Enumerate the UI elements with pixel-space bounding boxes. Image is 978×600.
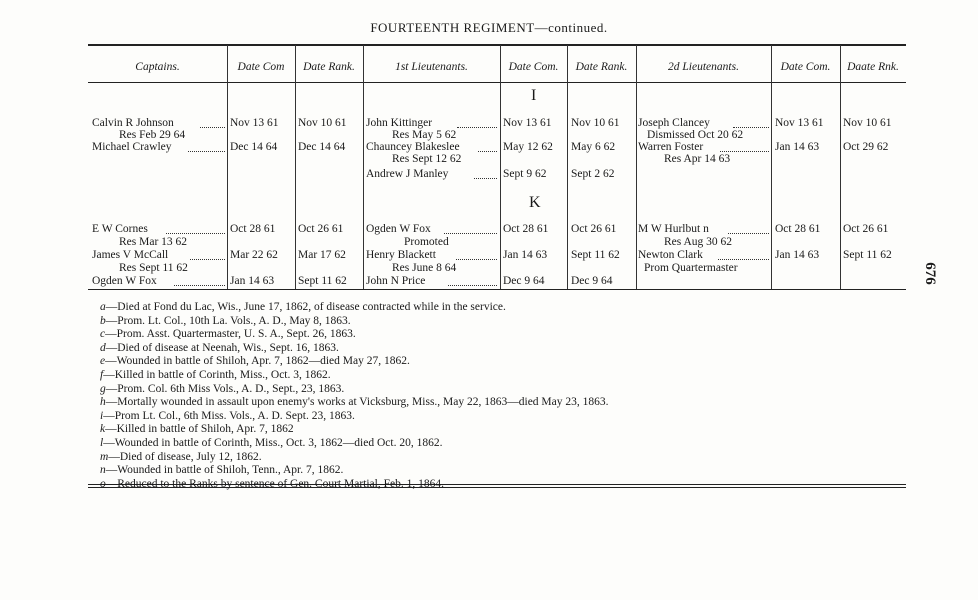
- footnote: [100, 315, 609, 329]
- captain-note: Res Feb 29 64: [119, 129, 186, 141]
- first-lt-date-com: May 12 62: [503, 141, 553, 153]
- second-lt-date-rank: Oct 29 62: [843, 141, 889, 153]
- table-bottom-rule: [88, 289, 906, 290]
- footnote-key: l: [100, 436, 104, 449]
- footnote-text: —Prom Lt. Col., 6th Miss. Vols., A. D. Sept. 23, 1863.: [103, 409, 355, 422]
- leader-dots: [456, 259, 497, 260]
- footnote-text: —Wounded in battle of Shiloh, Tenn., Apr. 7, 1862.: [105, 464, 344, 477]
- footnote-key: i: [100, 409, 104, 422]
- divider-5: [567, 45, 568, 289]
- first-lt-date-com: Sept 9 62: [503, 168, 547, 180]
- second-lt-note: Res Aug 30 62: [664, 236, 733, 248]
- captain-name: James V McCall: [92, 249, 169, 261]
- first-lt-name: John Kittinger: [366, 117, 433, 129]
- footnote-key: c: [100, 328, 106, 341]
- footnote-text: —Died of disease, July 12, 1862.: [108, 450, 262, 463]
- captain-name: Michael Crawley: [92, 141, 172, 153]
- first-lt-name: Henry Blackett: [366, 249, 436, 261]
- footnote-text: —Prom. Lt. Col., 10th La. Vols., A. D., May 8, 1863.: [105, 314, 351, 327]
- footnote: [100, 369, 609, 383]
- company-letter-k: K: [529, 194, 541, 211]
- footnote-text: —Killed in battle of Shiloh, Apr. 7, 1862: [105, 423, 294, 436]
- divider-4: [500, 45, 501, 289]
- header-captains: Captains.: [135, 61, 180, 73]
- second-lt-date-rank: Oct 26 61: [843, 223, 889, 235]
- second-lt-date-com: Oct 28 61: [775, 223, 821, 235]
- footnote: [100, 410, 609, 424]
- first-lt-note: Promoted: [404, 236, 449, 248]
- footnote-text: —Died at Fond du Lac, Wis., June 17, 1862, of disease contracted while in the service.: [105, 301, 506, 313]
- footnote-key: g: [100, 382, 106, 395]
- leader-dots: [733, 127, 769, 128]
- divider-2: [295, 45, 296, 289]
- captain-date-com: Jan 14 63: [230, 275, 275, 287]
- footnote-text: —Wounded in battle of Shiloh, Apr. 7, 1862—died May 27, 1862.: [105, 355, 410, 368]
- first-lt-date-rank: Nov 10 61: [571, 117, 620, 129]
- captain-date-rank: Oct 26 61: [298, 223, 344, 235]
- captain-date-com: Nov 13 61: [230, 117, 279, 129]
- footnote-key: n: [100, 464, 106, 477]
- captain-date-rank: Mar 17 62: [298, 249, 346, 261]
- second-lt-note: Dismissed Oct 20 62: [647, 129, 744, 141]
- captain-name: E W Cornes: [92, 223, 148, 235]
- first-lt-date-rank: Sept 2 62: [571, 168, 615, 180]
- first-lt-note: Res May 5 62: [392, 129, 457, 141]
- first-lt-name: Chauncey Blakeslee: [366, 141, 460, 153]
- captain-date-rank: Sept 11 62: [298, 275, 347, 287]
- first-lt-name: John N Price: [366, 275, 426, 287]
- second-lt-date-com: Jan 14 63: [775, 249, 820, 261]
- leader-dots: [728, 233, 769, 234]
- captain-date-com: Oct 28 61: [230, 223, 276, 235]
- first-lt-date-com: Nov 13 61: [503, 117, 552, 129]
- footnote: [100, 355, 609, 369]
- captain-name: Ogden W Fox: [92, 275, 157, 287]
- footnote: [100, 423, 609, 437]
- footnote-text: —Prom. Col. 6th Miss Vols., A. D., Sept., 23, 1863.: [105, 382, 345, 395]
- leader-dots: [166, 233, 225, 234]
- captain-date-rank: Nov 10 61: [298, 117, 347, 129]
- footnote: [100, 342, 609, 356]
- header-date-com-1: Date Com: [237, 61, 285, 73]
- header-date-rank-1: Date Rank.: [303, 61, 355, 73]
- second-lt-name: Warren Foster: [638, 141, 704, 153]
- first-lt-name: Ogden W Fox: [366, 223, 431, 235]
- header-date-rank-3: Daate Rnk.: [847, 61, 899, 73]
- leader-dots: [718, 259, 769, 260]
- header-date-com-3: Date Com.: [780, 61, 831, 73]
- second-lt-date-rank: Nov 10 61: [843, 117, 892, 129]
- header-first-lieutenants: 1st Lieutenants.: [395, 61, 468, 73]
- first-lt-date-com: Oct 28 61: [503, 223, 549, 235]
- footnote-text: —Prom. Asst. Quartermaster, U. S. A., Sept. 26, 1863.: [105, 328, 356, 341]
- divider-1: [227, 45, 228, 289]
- leader-dots: [478, 151, 497, 152]
- footnote-key: m: [100, 450, 109, 463]
- leader-dots: [188, 151, 225, 152]
- footnote: [100, 451, 609, 465]
- leader-dots: [444, 233, 497, 234]
- footnote-key: f: [100, 368, 104, 381]
- leader-dots: [190, 259, 225, 260]
- footnote: [100, 396, 609, 410]
- footnote-key: d: [100, 341, 106, 354]
- first-lt-date-com: Dec 9 64: [503, 275, 545, 287]
- footnote-key: o: [100, 477, 106, 490]
- footnote-key: k: [100, 423, 106, 436]
- first-lt-date-rank: Oct 26 61: [571, 223, 617, 235]
- captain-date-com: Mar 22 62: [230, 249, 278, 261]
- first-lt-note: Res Sept 12 62: [392, 153, 462, 165]
- leader-dots: [174, 285, 225, 286]
- second-lt-date-com: Jan 14 63: [775, 141, 820, 153]
- footnote: [100, 464, 609, 478]
- second-lt-date-com: Nov 13 61: [775, 117, 824, 129]
- divider-7: [771, 45, 772, 289]
- footnote-key: b: [100, 314, 106, 327]
- footnote-key: h: [100, 396, 106, 409]
- footnote: [100, 478, 609, 492]
- header-date-rank-2: Date Rank.: [575, 61, 628, 73]
- footnote-text: —Reduced to the Ranks by sentence of Gen. Court Martial, Feb. 1, 1864.: [105, 477, 444, 490]
- divider-6: [636, 45, 637, 289]
- captain-name: Calvin R Johnson: [92, 117, 174, 129]
- footnote-text: —Wounded in battle of Corinth, Miss., Oct. 3, 1862—died Oct. 20, 1862.: [103, 436, 443, 449]
- header-rule: [88, 82, 906, 83]
- captain-date-com: Dec 14 64: [230, 141, 278, 153]
- footnote-text: —Killed in battle of Corinth, Miss., Oct. 3, 1862.: [103, 368, 331, 381]
- first-lt-date-com: Jan 14 63: [503, 249, 548, 261]
- divider-3: [363, 45, 364, 289]
- footnote: [100, 328, 609, 342]
- captain-date-rank: Dec 14 64: [298, 141, 346, 153]
- second-lt-note: Prom Quartermaster: [644, 262, 738, 274]
- header-second-lieutenants: 2d Lieutenants.: [668, 61, 739, 73]
- page-title: FOURTEENTH REGIMENT—continued.: [370, 20, 608, 35]
- divider-8: [840, 45, 841, 289]
- footnote-key: e: [100, 355, 106, 368]
- leader-dots: [200, 127, 225, 128]
- footnotes: [100, 301, 609, 491]
- footnote-text: —Died of disease at Neenah, Wis., Sept. 16, 1863.: [105, 341, 339, 354]
- leader-dots: [457, 127, 497, 128]
- company-letter-i: I: [531, 87, 537, 104]
- page-number: 676: [921, 262, 938, 285]
- footnote: [100, 383, 609, 397]
- second-lt-name: Joseph Clancey: [638, 117, 710, 129]
- second-lt-date-rank: Sept 11 62: [843, 249, 892, 261]
- leader-dots: [448, 285, 497, 286]
- first-lt-date-rank: Sept 11 62: [571, 249, 620, 261]
- captain-note: Res Mar 13 62: [119, 236, 188, 248]
- first-lt-name: Andrew J Manley: [366, 168, 449, 180]
- footnote-key: a: [100, 301, 106, 313]
- first-lt-date-rank: Dec 9 64: [571, 275, 613, 287]
- captain-note: Res Sept 11 62: [119, 262, 188, 274]
- second-lt-name: Newton Clark: [638, 249, 703, 261]
- footnote: [100, 437, 609, 451]
- second-lt-name: M W Hurlbut n: [638, 223, 709, 235]
- first-lt-note: Res June 8 64: [392, 262, 457, 274]
- header-date-com-2: Date Com.: [508, 61, 559, 73]
- footnote: [100, 301, 609, 315]
- second-lt-note: Res Apr 14 63: [664, 153, 731, 165]
- first-lt-date-rank: May 6 62: [571, 141, 616, 153]
- footnote-text: —Mortally wounded in assault upon enemy's works at Vicksburg, Miss., May 22, 1863—died May 23, 1863.: [105, 396, 609, 409]
- leader-dots: [720, 151, 769, 152]
- top-rule: [88, 44, 906, 46]
- leader-dots: [474, 178, 497, 179]
